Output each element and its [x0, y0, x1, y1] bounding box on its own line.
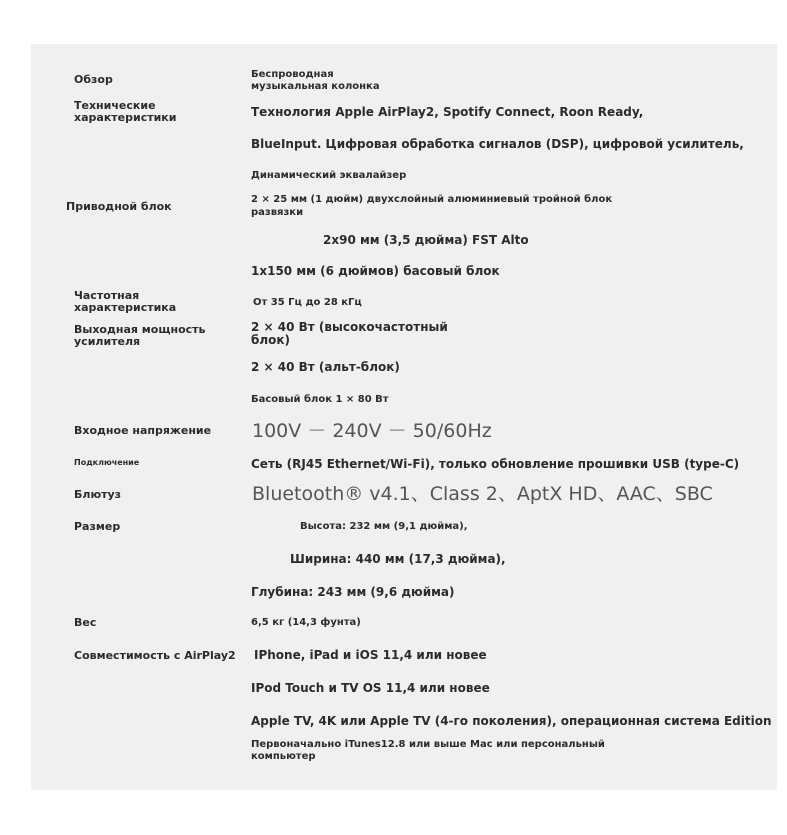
weight-value: 6,5 кг (14,3 фунта)	[251, 617, 361, 628]
size-depth: Глубина: 243 мм (9,6 дюйма)	[251, 585, 455, 599]
tech-label-line1: Технические	[74, 99, 156, 112]
size-width: Ширина: 440 мм (17,3 дюйма),	[290, 552, 506, 566]
driver-label: Приводной блок	[66, 200, 172, 213]
driver-value-line1b: развязки	[251, 207, 304, 218]
voltage-value: 100V － 240V － 50/60Hz	[252, 420, 492, 442]
bluetooth-value: Bluetooth® v4.1、Class 2、AptX HD、AAC、SBC	[252, 483, 713, 505]
compat-label: Совместимость с AirPlay2	[74, 649, 236, 662]
power-value-line2: 2 × 40 Вт (альт-блок)	[251, 360, 400, 374]
weight-label: Вес	[74, 616, 97, 629]
driver-value-line2: 2х90 мм (3,5 дюйма) FST Alto	[323, 233, 529, 247]
overview-value-line1: Беспроводная	[251, 69, 334, 80]
tech-value-line3: Динамический эквалайзер	[251, 170, 407, 181]
bluetooth-label: Блютуз	[74, 488, 122, 501]
freq-value: От 35 Гц до 28 кГц	[253, 297, 362, 308]
power-value-line1b: блок)	[251, 333, 291, 347]
spec-panel	[31, 44, 777, 790]
size-label: Размер	[74, 520, 121, 533]
power-value-line3: Басовый блок 1 × 80 Вт	[251, 394, 389, 405]
power-label-line2: усилителя	[74, 335, 141, 348]
power-value-line1a: 2 × 40 Вт (высокочастотный	[251, 320, 448, 334]
voltage-label: Входное напряжение	[74, 424, 212, 437]
overview-value-line2: музыкальная колонка	[251, 81, 380, 92]
freq-label-line1: Частотная	[74, 289, 140, 302]
compat-value-line4b: компьютер	[251, 751, 316, 762]
compat-value-line1: IPhone, iPad и iOS 11,4 или новее	[254, 648, 487, 662]
connection-value: Сеть (RJ45 Ethernet/Wi-Fi), только обновление прошивки USB (type-C)	[251, 457, 740, 471]
tech-value-line2: BlueInput. Цифровая обработка сигналов (DSP), цифровой усилитель,	[251, 137, 744, 151]
driver-value-line1a: 2 × 25 мм (1 дюйм) двухслойный алюминиевый тройной блок	[251, 194, 613, 205]
size-height: Высота: 232 мм (9,1 дюйма),	[300, 521, 468, 532]
tech-value-line1: Технология Apple AirPlay2, Spotify Connect, Roon Ready,	[251, 105, 644, 119]
compat-value-line4a: Первоначально iTunes12.8 или выше Mac или персональный	[251, 739, 605, 750]
compat-value-line2: IPod Touch и TV OS 11,4 или новее	[251, 681, 490, 695]
compat-value-line3: Apple TV, 4K или Apple TV (4-го поколения), операционная система Edition	[251, 714, 772, 728]
freq-label-line2: характеристика	[74, 301, 177, 314]
driver-value-line3: 1х150 мм (6 дюймов) басовый блок	[251, 264, 500, 278]
power-label-line1: Выходная мощность	[74, 323, 206, 336]
tech-label-line2: характеристики	[74, 111, 177, 124]
overview-label: Обзор	[74, 73, 113, 86]
connection-label: Подключение	[74, 458, 140, 467]
